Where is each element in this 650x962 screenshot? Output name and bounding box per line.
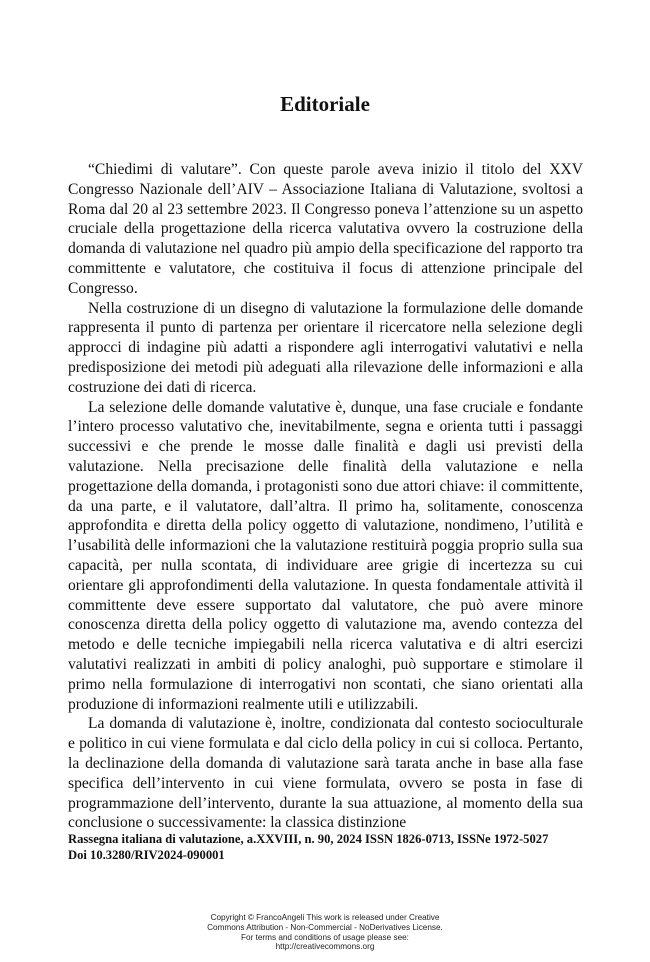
journal-citation (68, 832, 598, 863)
citation-doi: Doi 10.3280/RIV2024-090001 (68, 847, 225, 862)
paragraph-4: La domanda di valutazione è, inoltre, condizionata dal contesto socioculturale e politico in cui viene formulata e dal ciclo della policy in cui si colloca. Pertanto, la declinazione della domanda di valutazione sarà tarata anche in base alla fase specifica dell’intervento in cui viene formulata, ovvero se posta in fase di programmazione dell’intervento, durante la sua attuazione, al momento della sua conclusione o successivamente: la classica distinzione (68, 715, 583, 832)
license-line-4: http://creativecommons.org (275, 942, 375, 952)
paragraph-3: La selezione delle domande valutative è, dunque, una fase cruciale e fondante l’intero processo valutativo che, inevitabilmente, segna e orienta tutti i passaggi successivi e che prende le mosse dalle finalità e dagli usi previsti della valutazione. Nella precisazione delle finalità della valutazione e nella progettazione della domanda, i protagonisti sono due attori chiave: il committente, da una parte, e il valutatore, dall’altra. Il primo ha, solitamente, conoscenza approfondita e diretta della policy oggetto di valutazione, nondimeno, l’utilità e l’usabilità delle informazioni che la valutazione restituirà poggia proprio sulla sua capacità, per nulla scontata, di individuare aree grigie di incertezza su cui orientare gli approfondimenti della valutazione. In questa fondamentale attività il committente deve essere supportato dal valutatore, che può avere minore conoscenza diretta della policy oggetto di valutazione ma, avendo contezza del metodo e delle tecniche impiegabili nella ricerca valutativa e di altri esercizi valutativi realizzati in ambiti di policy analoghi, può supportare e stimolare il primo nella formulazione di interrogativi non scontati, che siano orientati alla produzione di informazioni realmente utili e utilizzabili. (68, 398, 583, 713)
article-body (68, 160, 583, 833)
page-title: Editoriale (280, 92, 370, 116)
license-line-1: Copyright © FrancoAngeli This work is released under Creative (210, 913, 440, 922)
paragraph-2: Nella costruzione di un disegno di valutazione la formulazione delle domande rappresenta il punto di partenza per orientare il ricercatore nella selezione degli approcci di indagine più adatti a rispondere agli interrogativi valutativi e nella predisposizione dei metodi più adeguati alla rilevazione delle informazioni e alla costruzione dei dati di ricerca. (68, 299, 583, 396)
paragraph-1: “Chiedimi di valutare”. Con queste parole aveva inizio il titolo del XXV Congresso Nazionale dell’AIV – Associazione Italiana di Valutazione, svoltosi a Roma dal 20 al 23 settembre 2023. Il Congresso poneva l’attenzione su un aspetto cruciale della progettazione della ricerca valutativa ovvero la costruzione della domanda di valutazione nel quadro più ampio della specificazione del rapporto tra committente e valutatore, che costituiva il focus di attenzione principale del Congresso. (68, 161, 583, 297)
license-line-3: For terms and conditions of usage please see: (241, 932, 409, 942)
license-line-2: Commons Attribution - Non-Commercial - NoDerivatives License. (207, 922, 443, 932)
citation-journal-issn: Rassegna italiana di valutazione, a.XXVIII, n. 90, 2024 ISSN 1826-0713, ISSNe 1972-5027 (68, 832, 549, 846)
license-notice (0, 913, 650, 952)
